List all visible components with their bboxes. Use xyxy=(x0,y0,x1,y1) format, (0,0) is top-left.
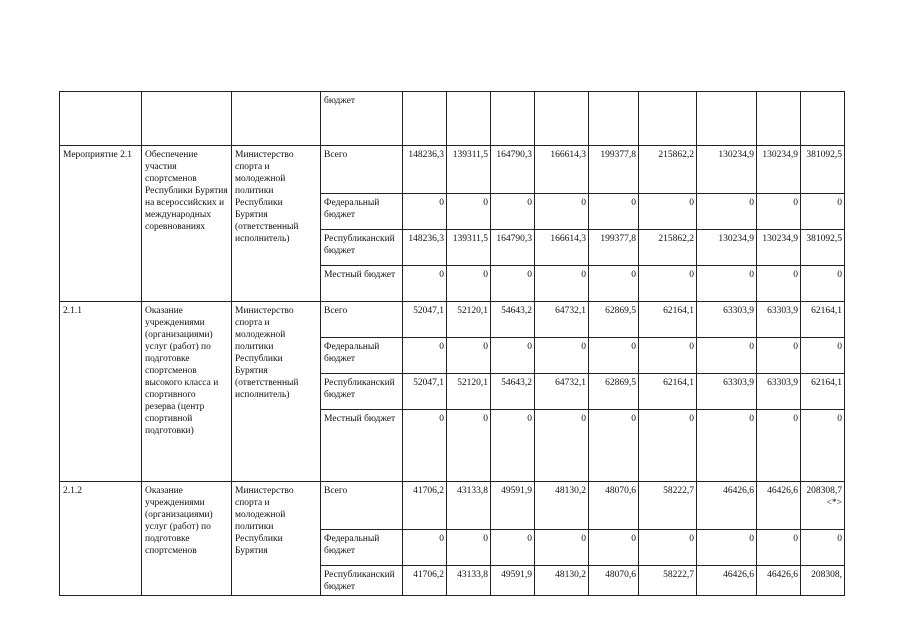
funding-source-cell: Республиканский бюджет xyxy=(321,230,403,266)
value-cell: 0 xyxy=(535,530,589,566)
value-cell: 0 xyxy=(639,194,697,230)
value-cell: 63303,9 xyxy=(697,374,757,410)
value-cell: 166614,3 xyxy=(535,230,589,266)
table-cell xyxy=(232,92,321,146)
funding-source-cell: Федеральный бюджет xyxy=(321,530,403,566)
value-cell: 43133,8 xyxy=(447,566,491,596)
table-row xyxy=(60,92,845,146)
value-cell: 46426,6 xyxy=(697,482,757,530)
table-cell xyxy=(535,92,589,146)
value-cell: 0 xyxy=(447,338,491,374)
value-cell: 0 xyxy=(589,530,639,566)
value-cell: 130234,9 xyxy=(757,230,801,266)
value-cell: 0 xyxy=(535,194,589,230)
value-cell: 0 xyxy=(535,338,589,374)
value-cell: 148236,3 xyxy=(403,146,447,194)
executor-cell: Министерство спорта и молодежной политики Республики Бурятия xyxy=(232,482,321,596)
value-cell: 130234,9 xyxy=(697,230,757,266)
table-cell xyxy=(589,92,639,146)
value-cell: 0 xyxy=(403,266,447,302)
table-cell xyxy=(447,92,491,146)
measure-name-cell: 2.1.1 xyxy=(60,302,142,482)
value-cell: 0 xyxy=(697,410,757,482)
value-cell: 208308, xyxy=(801,566,845,596)
funding-source-cell: бюджет xyxy=(321,92,403,146)
value-cell: 0 xyxy=(403,194,447,230)
funding-source-cell: Республиканский бюджет xyxy=(321,374,403,410)
funding-source-cell: Федеральный бюджет xyxy=(321,338,403,374)
table-row xyxy=(60,302,845,338)
value-cell: 0 xyxy=(447,410,491,482)
value-cell: 0 xyxy=(697,266,757,302)
table-row xyxy=(60,482,845,530)
value-cell: 62164,1 xyxy=(639,374,697,410)
measure-description-cell: Обеспечение участия спортсменов Республики Бурятия на всероссийских и международных соревнованиях xyxy=(142,146,232,302)
value-cell: 0 xyxy=(491,410,535,482)
value-cell: 130234,9 xyxy=(697,146,757,194)
value-cell: 0 xyxy=(491,266,535,302)
value-cell: 52120,1 xyxy=(447,374,491,410)
value-cell: 62869,5 xyxy=(589,374,639,410)
table-cell xyxy=(697,92,757,146)
value-cell: 52047,1 xyxy=(403,302,447,338)
value-cell: 58222,7 xyxy=(639,566,697,596)
measure-description-cell: Оказание учреждениями (организациями) услуг (работ) по подготовке спортсменов высокого класса и спортивного резерва (центр спортивной подготовки) xyxy=(142,302,232,482)
value-cell: 54643,2 xyxy=(491,374,535,410)
measure-name-cell: Мероприятие 2.1 xyxy=(60,146,142,302)
value-cell: 0 xyxy=(639,530,697,566)
measure-description-cell: Оказание учреждениями (организациями) услуг (работ) по подготовке спортсменов xyxy=(142,482,232,596)
executor-cell: Министерство спорта и молодежной политики Республики Бурятия (ответственный исполнитель) xyxy=(232,146,321,302)
value-cell: 49591,9 xyxy=(491,566,535,596)
funding-source-cell: Местный бюджет xyxy=(321,266,403,302)
value-cell: 46426,6 xyxy=(757,482,801,530)
value-cell: 0 xyxy=(801,194,845,230)
value-cell: 0 xyxy=(801,266,845,302)
value-cell: 54643,2 xyxy=(491,302,535,338)
value-cell: 46426,6 xyxy=(757,566,801,596)
value-cell: 63303,9 xyxy=(757,374,801,410)
value-cell: 0 xyxy=(757,530,801,566)
value-cell: 64732,1 xyxy=(535,374,589,410)
value-cell: 0 xyxy=(403,410,447,482)
value-cell: 62164,1 xyxy=(801,374,845,410)
measure-name-cell: 2.1.2 xyxy=(60,482,142,596)
table-cell xyxy=(757,92,801,146)
value-cell: 0 xyxy=(447,194,491,230)
value-cell: 58222,7 xyxy=(639,482,697,530)
executor-cell: Министерство спорта и молодежной политики Республики Бурятия (ответственный исполнитель) xyxy=(232,302,321,482)
value-cell: 48070,6 xyxy=(589,566,639,596)
value-cell: 52120,1 xyxy=(447,302,491,338)
value-cell: 49591,9 xyxy=(491,482,535,530)
funding-source-cell: Всего xyxy=(321,482,403,530)
value-cell: 0 xyxy=(757,266,801,302)
value-cell: 0 xyxy=(757,194,801,230)
value-cell: 199377,8 xyxy=(589,146,639,194)
value-cell: 0 xyxy=(639,410,697,482)
table-cell xyxy=(491,92,535,146)
value-cell: 148236,3 xyxy=(403,230,447,266)
value-cell: 381092,5 xyxy=(801,230,845,266)
table-cell xyxy=(801,92,845,146)
funding-source-cell: Местный бюджет xyxy=(321,410,403,482)
value-cell: 43133,8 xyxy=(447,482,491,530)
budget-table xyxy=(59,91,845,596)
value-cell: 0 xyxy=(801,410,845,482)
table-cell xyxy=(403,92,447,146)
value-cell: 0 xyxy=(491,338,535,374)
value-cell: 41706,2 xyxy=(403,566,447,596)
value-cell: 0 xyxy=(697,338,757,374)
value-cell: 48070,6 xyxy=(589,482,639,530)
value-cell: 0 xyxy=(589,194,639,230)
value-cell: 130234,9 xyxy=(757,146,801,194)
value-cell: 0 xyxy=(403,530,447,566)
value-cell: 166614,3 xyxy=(535,146,589,194)
value-cell: 164790,3 xyxy=(491,146,535,194)
value-cell: 0 xyxy=(403,338,447,374)
funding-source-cell: Всего xyxy=(321,146,403,194)
value-cell: 0 xyxy=(697,194,757,230)
value-cell: 0 xyxy=(447,530,491,566)
funding-source-cell: Федеральный бюджет xyxy=(321,194,403,230)
value-cell: 0 xyxy=(589,410,639,482)
table-cell xyxy=(142,92,232,146)
value-cell: 63303,9 xyxy=(757,302,801,338)
funding-source-cell: Республиканский бюджет xyxy=(321,566,403,596)
value-cell: 164790,3 xyxy=(491,230,535,266)
value-cell: 208308,7<*> xyxy=(801,482,845,530)
value-cell: 0 xyxy=(801,530,845,566)
value-cell: 0 xyxy=(491,530,535,566)
value-cell: 0 xyxy=(589,338,639,374)
value-cell: 0 xyxy=(589,266,639,302)
value-cell: 0 xyxy=(757,338,801,374)
value-cell: 0 xyxy=(535,410,589,482)
value-cell: 48130,2 xyxy=(535,482,589,530)
value-cell: 139311,5 xyxy=(447,146,491,194)
funding-source-cell: Всего xyxy=(321,302,403,338)
value-cell: 215862,2 xyxy=(639,146,697,194)
value-cell: 0 xyxy=(639,266,697,302)
value-cell: 0 xyxy=(639,338,697,374)
value-cell: 0 xyxy=(491,194,535,230)
value-cell: 381092,5 xyxy=(801,146,845,194)
value-cell: 199377,8 xyxy=(589,230,639,266)
value-cell: 46426,6 xyxy=(697,566,757,596)
value-cell: 215862,2 xyxy=(639,230,697,266)
value-cell: 0 xyxy=(757,410,801,482)
value-cell: 0 xyxy=(535,266,589,302)
table-cell xyxy=(639,92,697,146)
value-cell: 64732,1 xyxy=(535,302,589,338)
table-row xyxy=(60,146,845,194)
value-cell: 48130,2 xyxy=(535,566,589,596)
value-cell: 41706,2 xyxy=(403,482,447,530)
value-cell: 62164,1 xyxy=(801,302,845,338)
value-cell: 0 xyxy=(447,266,491,302)
table-cell xyxy=(60,92,142,146)
value-cell: 139311,5 xyxy=(447,230,491,266)
value-cell: 52047,1 xyxy=(403,374,447,410)
value-cell: 0 xyxy=(801,338,845,374)
value-cell: 62869,5 xyxy=(589,302,639,338)
value-cell: 0 xyxy=(697,530,757,566)
value-cell: 63303,9 xyxy=(697,302,757,338)
value-cell: 62164,1 xyxy=(639,302,697,338)
